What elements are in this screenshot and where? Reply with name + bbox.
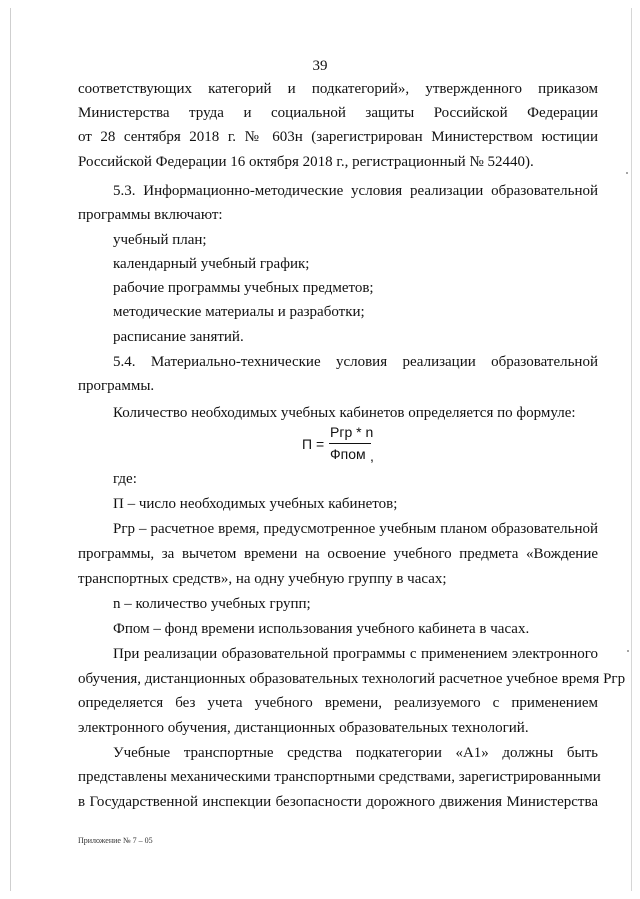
section-heading: 5.3. Информационно-методические условия реализации образовательной: [113, 183, 598, 199]
text-line: представлены механическими транспортными средствами, зарегистрированными: [78, 769, 601, 785]
text-line: n – количество учебных групп;: [113, 596, 311, 612]
text-line: программы.: [78, 378, 155, 394]
page-number: 39: [312, 58, 328, 74]
text-line: электронного обучения, дистанционных образовательных технологий.: [78, 720, 529, 736]
text-line: программы включают:: [78, 207, 223, 223]
formula-numerator: Ргр * n: [330, 424, 374, 440]
text-line: Учебные транспортные средства подкатегории «А1» должны быть: [113, 745, 598, 761]
text-line: Ргр – расчетное время, предусмотренное учебным планом образовательной: [113, 521, 598, 537]
scan-speck: [627, 650, 629, 652]
list-item: учебный план;: [113, 232, 207, 248]
text-line: П – число необходимых учебных кабинетов;: [113, 496, 398, 512]
formula-comma: ,: [370, 448, 374, 464]
text-line: от 28 сентября 2018 г. № 603н (зарегистрирован Министерством юстиции: [78, 129, 598, 145]
text-line: транспортных средств», на одну учебную группу в часах;: [78, 571, 447, 587]
formula-lhs: П =: [302, 436, 325, 452]
list-item: календарный учебный график;: [113, 256, 310, 272]
text-line: программы, за вычетом времени на освоение учебного предмета «Вождение: [78, 546, 598, 562]
text-line: Фпом – фонд времени использования учебного кабинета в часах.: [113, 621, 530, 637]
list-item: расписание занятий.: [113, 329, 244, 345]
fraction-bar: [329, 443, 371, 444]
list-item: рабочие программы учебных предметов;: [113, 280, 374, 296]
text-line: Министерства труда и социальной защиты Российской Федерации: [78, 105, 598, 121]
formula: [302, 424, 422, 468]
text-line: Количество необходимых учебных кабинетов определяется по формуле:: [113, 405, 576, 421]
section-heading: 5.4. Материально-технические условия реализации образовательной: [113, 354, 598, 370]
text-line: При реализации образовательной программы с применением электронного: [113, 646, 598, 662]
text-line: Российской Федерации 16 октября 2018 г., регистрационный № 52440).: [78, 154, 534, 170]
text-line: соответствующих категорий и подкатегорий», утвержденного приказом: [78, 81, 598, 97]
text-line: в Государственной инспекции безопасности дорожного движения Министерства: [78, 794, 598, 810]
text-line: обучения, дистанционных образовательных технологий расчетное учебное время Ргр: [78, 671, 626, 687]
footer-note: Приложение № 7 – 05: [78, 836, 153, 845]
text-line: где:: [113, 471, 137, 487]
scan-speck: [626, 172, 628, 174]
list-item: методические материалы и разработки;: [113, 304, 365, 320]
text-line: определяется без учета учебного времени, реализуемого с применением: [78, 695, 598, 711]
formula-denominator: Фпом: [330, 446, 366, 462]
